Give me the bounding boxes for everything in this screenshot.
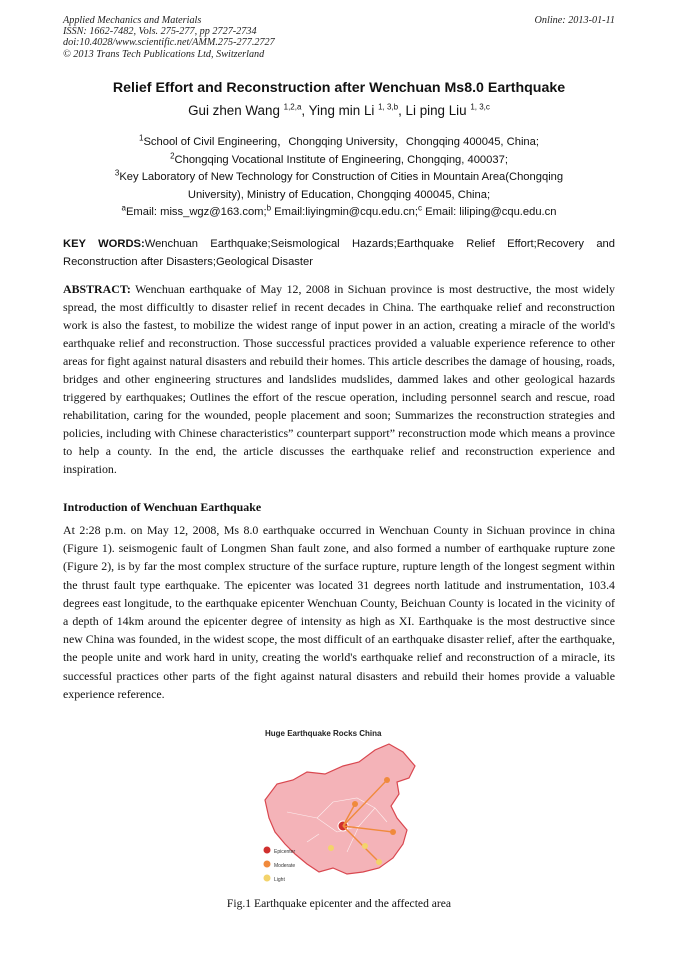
keywords-text: Wenchuan Earthquake;Seismological Hazards;Earthquake Relief Effort;Recovery and Reconstruction after Disasters;Geological Disaster — [63, 238, 615, 268]
legend-moderate-dot — [264, 861, 271, 868]
legend-light-dot — [264, 875, 271, 882]
moderate-marker — [390, 829, 396, 835]
affiliation-3-cont: University), Ministry of Education, Chongqing 400045, China; — [187, 188, 491, 201]
author-affiliation-mark: 1, 3,c — [470, 102, 490, 112]
light-marker — [328, 845, 334, 851]
email-line — [40, 204, 638, 222]
light-marker — [362, 843, 368, 849]
affiliation-mark: 1 — [139, 133, 144, 143]
map-title: Huge Earthquake Rocks China — [265, 729, 382, 738]
email-mark: b — [266, 203, 272, 213]
moderate-marker — [384, 777, 390, 783]
legend-epicenter: Epicenter — [274, 849, 296, 855]
keywords-label: KEY WORDS: — [63, 238, 145, 250]
figure-1 — [247, 722, 433, 892]
legend-epicenter-dot — [264, 847, 271, 854]
legend-moderate: Moderate — [274, 863, 296, 869]
affiliation-text: Chongqing Vocational Institute of Engineering, Chongqing, 400037; — [174, 153, 508, 166]
section-heading: Introduction of Wenchuan Earthquake — [63, 500, 262, 514]
email-c: Email: liliping@cqu.edu.cn — [422, 206, 557, 219]
author-name: , Ying min Li — [301, 103, 379, 118]
affiliation-text: School of Civil Engineering，Chongqing University，Chongqing 400045, China; — [143, 136, 539, 148]
email-b: Email:liyingmin@cqu.edu.cn; — [271, 206, 418, 219]
affiliation-mark: 2 — [170, 150, 175, 160]
light-marker — [376, 859, 382, 865]
affiliation-2 — [40, 152, 638, 170]
abstract-label: ABSTRACT: — [63, 282, 131, 296]
author-line — [0, 103, 678, 118]
moderate-marker — [352, 801, 358, 807]
legend-light: Light — [274, 877, 285, 883]
figure-caption: Fig.1 Earthquake epicenter and the affected area — [226, 897, 452, 910]
email-mark: a — [121, 203, 126, 213]
affiliations — [40, 134, 638, 222]
china-map-image — [247, 722, 433, 892]
intro-paragraph: At 2:28 p.m. on May 12, 2008, Ms 8.0 earthquake occurred in Wenchuan County in Sichuan province in china (Figure 1). seismogenic fault of Longmen Shan fault zone, and also formed a number of earthquake rupture zone (Figure 2), is by far the most complex structure of the surface rupture, rupture length of the longest segment within the thrust fault type earthquake. The epicenter was located 31 degrees north latitude and instrumentation, 103.4 degrees east longitude, to the earthquake epicenter Wenchuan County, Beichuan County is located in the vicinity of a depth of 14km around the epicenter degree of intensity as high as XI. Earthquake is the most destructive since new China was founded, in the widest scope, the most difficult of an earthquake disaster relief, after the earthquake, the people unite and work hard in unity, creating the world's earthquake relief and reconstruction of a miracle, its successful practices other parts of the fight against natural disasters and rebuild their homes provide a valuable experience reference. — [63, 523, 615, 701]
affiliation-3 — [40, 169, 638, 187]
author-name: Gui zhen Wang — [188, 103, 284, 118]
abstract — [63, 280, 615, 478]
abstract-text: Wenchuan earthquake of May 12, 2008 in Sichuan province is most destructive, the most widely spread, the most difficultly to disaster relief in recent decades in China. The earthquake relief and reconstruction work is also the fastest, to mobilize the widest range of input power in an action, creating a miracle of the world's earthquake relief and reconstruction. Those successful practices provided a valuable experience reference to other areas for fight against natural disasters and rebuild their homes. This article describes the damage of housing, roads, bridges and other engineering structures and landslides mudslides, dammed lakes and other geological hazards triggered by earthquakes; Outlines the effort of the rescue operation, including personnel search and rescue, road rehabilitation, caring for the wounded, people placement and soon; Summarizes the reconstruction strategies and policies, including with Chinese characteristics” counterpart support” reconstruction mode which means a province to help a county. In the end, the article discusses the earthquake relief and reconstruction experience and inspiration. — [63, 282, 615, 476]
email-a: Email: miss_wgz@163.com; — [125, 206, 267, 219]
online-date: Online: 2013-01-11 — [534, 15, 615, 26]
affiliation-1 — [40, 134, 638, 152]
author-name: , Li ping Liu — [398, 103, 471, 118]
keywords — [63, 236, 615, 271]
paper-title: Relief Effort and Reconstruction after Wenchuan Ms8.0 Earthquake — [112, 80, 566, 96]
author-affiliation-mark: 1,2,a — [283, 102, 302, 112]
doi: doi:10.4028/www.scientific.net/AMM.275-277.2727 — [63, 37, 275, 49]
issn: ISSN: 1662-7482, Vols. 275-277, pp 2727-2734 — [63, 26, 257, 38]
journal-header — [63, 15, 275, 60]
email-mark: c — [418, 203, 422, 213]
copyright: © 2013 Trans Tech Publications Ltd, Switzerland — [63, 48, 265, 60]
journal-name: Applied Mechanics and Materials — [63, 15, 202, 26]
affiliation-mark: 3 — [114, 168, 120, 178]
author-affiliation-mark: 1, 3,b — [378, 102, 399, 112]
affiliation-text: Key Laboratory of New Technology for Construction of Cities in Mountain Area(Chongqing — [119, 171, 564, 184]
